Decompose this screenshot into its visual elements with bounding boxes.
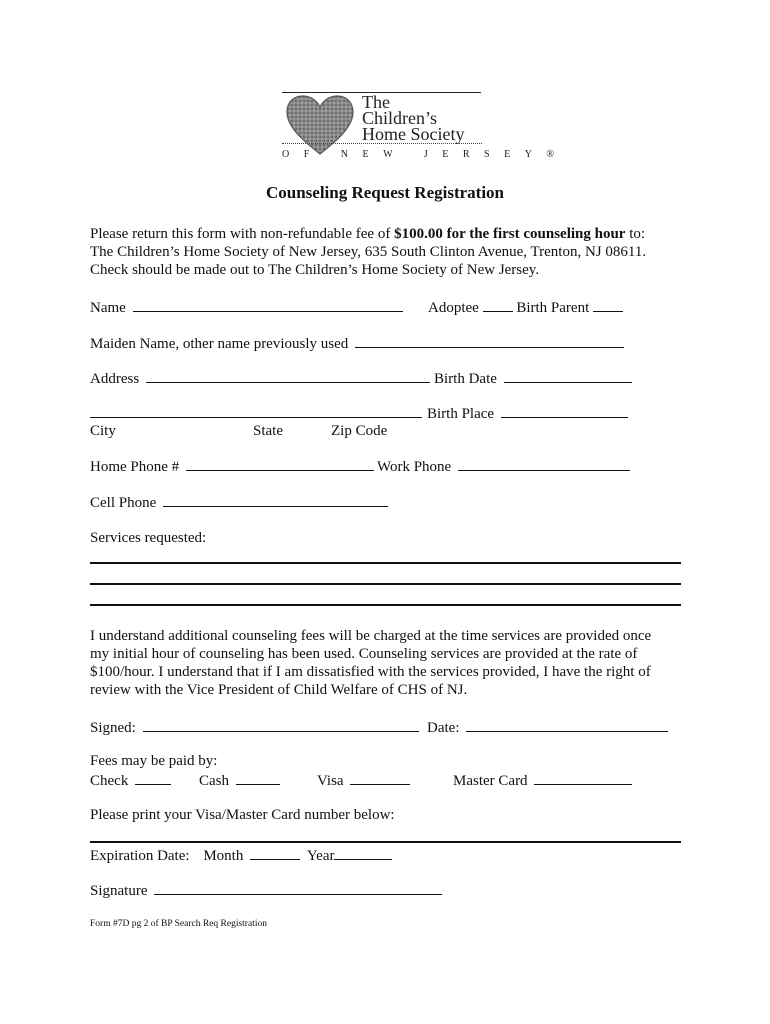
signed-field[interactable] (143, 717, 419, 732)
check-field[interactable] (135, 770, 171, 785)
intro-text: Please return this form with non-refundable fee of (90, 226, 395, 242)
cell-phone-label: Cell Phone (90, 495, 157, 511)
intro-line-3: Check should be made out to The Children’s Home Society of New Jersey. (90, 262, 540, 278)
birth-place-row (427, 403, 628, 423)
logo-wordmark (362, 94, 464, 142)
visa-option (317, 770, 410, 790)
adoptee-field[interactable] (483, 297, 513, 312)
services-label: Services requested: (90, 530, 207, 546)
city-label: City (90, 423, 116, 439)
adoptee-label: Adoptee (428, 300, 479, 316)
state-label: State (253, 423, 283, 439)
cell-phone-field[interactable] (163, 492, 388, 507)
signed-label: Signed: (90, 720, 136, 736)
logo-state-text: OF NEW JERSEY® (282, 149, 569, 160)
birth-date-field[interactable] (504, 368, 632, 383)
home-phone-row (90, 456, 374, 476)
mastercard-field[interactable] (534, 770, 632, 785)
name-label: Name (90, 300, 126, 316)
birth-place-field[interactable] (501, 403, 628, 418)
intro-text-end: to: (625, 226, 646, 242)
intro-line-1 (90, 225, 645, 243)
work-phone-label: Work Phone (377, 459, 452, 475)
logo-line-3: Home Society (362, 124, 465, 144)
form-title: Counseling Request Registration (265, 183, 504, 202)
form-footer: Form #7D pg 2 of BP Search Req Registration (90, 919, 267, 929)
agreement-line-3: $100/hour. I understand that if I am dissatisfied with the services provided, I have the right of (90, 664, 651, 680)
relation-row (428, 297, 623, 317)
name-field[interactable] (133, 297, 403, 312)
date-label: Date: (427, 720, 460, 736)
year-field[interactable] (334, 845, 392, 860)
work-phone-field[interactable] (458, 456, 630, 471)
address-label: Address (90, 371, 140, 387)
services-line-1[interactable] (90, 562, 681, 564)
date-field[interactable] (466, 717, 668, 732)
birth-place-label: Birth Place (427, 406, 495, 422)
fees-heading: Fees may be paid by: (90, 753, 218, 769)
logo-line-2: Children’s (362, 108, 437, 128)
month-label: Month (203, 848, 244, 864)
agreement-line-1: I understand additional counseling fees will be charged at the time services are provided once (90, 628, 652, 644)
home-phone-field[interactable] (186, 456, 374, 471)
card-number-field[interactable] (90, 841, 681, 843)
mastercard-option (453, 770, 632, 790)
mastercard-label: Master Card (453, 773, 528, 789)
maiden-name-field[interactable] (355, 333, 624, 348)
services-line-3[interactable] (90, 604, 681, 606)
signature-row (90, 880, 442, 900)
city-state-zip-line (90, 403, 422, 423)
logo-divider (282, 143, 482, 144)
signed-row (90, 717, 419, 737)
name-row (90, 297, 403, 317)
date-row (427, 717, 668, 737)
address-row (90, 368, 430, 388)
year-label: Year (306, 848, 335, 864)
check-label: Check (90, 773, 129, 789)
fee-text: $100.00 for the first counseling hour (394, 226, 626, 242)
birth-date-row (434, 368, 632, 388)
intro-line-2: The Children’s Home Society of New Jersey, 635 South Clinton Avenue, Trenton, NJ 08611. (90, 244, 647, 260)
zip-label: Zip Code (331, 423, 388, 439)
cash-field[interactable] (236, 770, 280, 785)
work-phone-row (377, 456, 630, 476)
agreement-line-4: review with the Vice President of Child Welfare of CHS of NJ. (90, 682, 468, 698)
expiration-row (90, 845, 392, 865)
logo-line-1: The (362, 92, 390, 112)
birth-date-label: Birth Date (434, 371, 497, 387)
cell-phone-row (90, 492, 388, 512)
birth-parent-label: Birth Parent (516, 300, 590, 316)
address-field[interactable] (146, 368, 430, 383)
maiden-name-label: Maiden Name, other name previously used (90, 336, 349, 352)
signature-label: Signature (90, 883, 148, 899)
cash-option (199, 770, 280, 790)
card-number-prompt: Please print your Visa/Master Card number below: (90, 807, 395, 823)
month-field[interactable] (250, 845, 300, 860)
cash-label: Cash (199, 773, 229, 789)
visa-field[interactable] (350, 770, 410, 785)
birth-parent-field[interactable] (593, 297, 623, 312)
signature-field[interactable] (154, 880, 442, 895)
agreement-line-2: my initial hour of counseling has been used. Counseling services are provided at the rate of (90, 646, 638, 662)
expiration-label: Expiration Date: (90, 848, 190, 864)
home-phone-label: Home Phone # (90, 459, 180, 475)
visa-label: Visa (317, 773, 344, 789)
city-state-zip-field[interactable] (90, 403, 422, 418)
maiden-name-row (90, 333, 624, 353)
services-line-2[interactable] (90, 583, 681, 585)
check-option (90, 770, 171, 790)
